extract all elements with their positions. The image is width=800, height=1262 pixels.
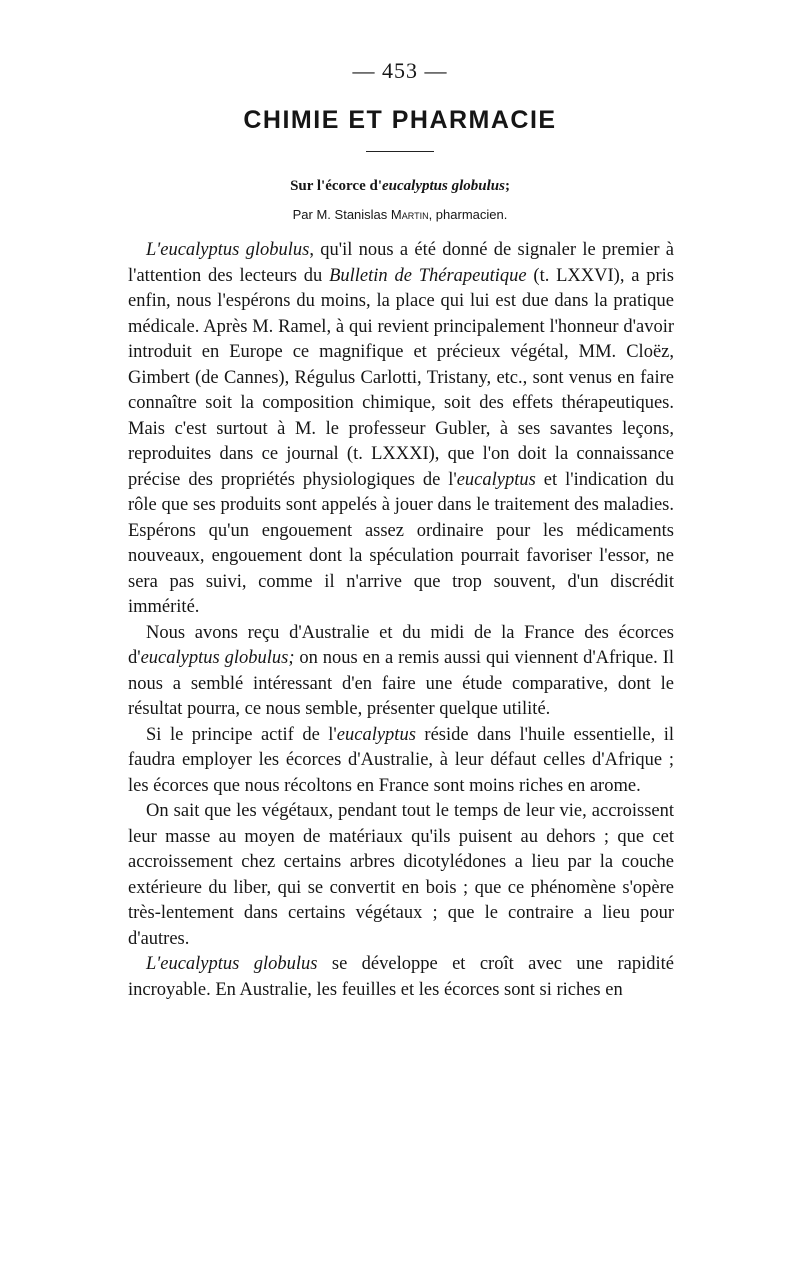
italic-text-segment: eucalyptus [336,724,416,745]
article-title [0,178,800,195]
article-title-prefix: Sur l'écorce d' [290,178,382,194]
article-title-suffix: ; [504,178,510,194]
italic-text-segment: L'eucalyptus globulus [146,954,318,974]
title-divider [366,151,434,152]
text-segment: Si le principe actif de l' [146,724,337,745]
byline-prefix: Par M. Stanislas [292,207,391,222]
body-paragraph [128,621,674,723]
italic-text-segment: Bulletin de Thérapeutique [329,265,527,286]
body-paragraph [128,238,674,621]
byline [0,207,800,222]
italic-text-segment: eucalyptus globulus; [140,648,295,668]
byline-suffix: , pharmacien. [428,207,508,222]
text-segment: se développe et croît avec une rapidité incroyable. En Australie, les feuilles et les écorces sont si riches en [128,954,674,1000]
text-segment: , qu'il nous a été donné de signaler le premier à l'attention des lecteurs du [128,240,674,286]
text-segment: on nous en a remis aussi qui viennent d'Afrique. Il nous a semblé intéressant d'en faire une étude comparative, dont le résultat pourra, ce nous semble, présenter quelque utilité. [128,648,674,719]
body-paragraph [128,952,674,1003]
article-body [128,238,674,1003]
text-segment: (t. LXXVI), a pris enfin, nous l'espérons du moins, la place qui lui est due dans la pratique médicale. Après M. Ramel, à qui revient principalement l'honneur d'avoir introduit en Europe ce magnifique et précieux végétal, MM. Cloëz, Gimbert (de Cannes), Régulus Carlotti, Tristany, etc., sont venus en faire connaître soit la composition chimique, soit des effets thérapeutiques. Mais c'est surtout à M. le professeur Gubler, à ses savantes leçons, reproduites dans ce journal (t. LXXXI), que l'on doit la connaissance précise des propriétés physiologiques de l' [128,265,675,490]
text-segment: Nous avons reçu d'Australie et du midi de la France des écorces d' [128,622,674,668]
byline-author-surname: Martin [390,207,429,222]
text-segment: On sait que les végétaux, pendant tout le temps de leur vie, accroissent leur masse au moyen de matériaux qu'ils puisent au dehors ; que cet accroissement chez certains arbres dicotylédones a lieu par la couche extérieure du liber, qui se convertit en bois ; que ce phénomène s'opère très-lentement dans certains végétaux ; que le contraire a lieu pour d'autres. [128,801,674,949]
text-segment: et l'indication du rôle que ses produits sont appelés à jouer dans le traitement des maladies. Espérons qu'un engouement assez ordinaire pour les médicaments nouveaux, engouement dont la spéculation pourrait favoriser l'essor, ne sera pas suivi, comme il n'arrive que trop souvent, d'un discrédit immérité. [128,469,674,617]
italic-text-segment: eucalyptus [456,469,536,490]
body-paragraph [128,723,674,800]
text-segment: réside dans l'huile essentielle, il faudra employer les écorces d'Australie, à leur défaut celles d'Afrique ; les écorces que nous récoltons en France sont moins riches en arome. [128,724,674,796]
article-title-species: eucalyptus globulus [382,178,505,194]
body-paragraph [128,799,674,952]
page-number: — 453 — [352,58,448,83]
italic-text-segment: L'eucalyptus globulus [146,240,310,260]
section-title: CHIMIE ET PHARMACIE [243,106,557,134]
